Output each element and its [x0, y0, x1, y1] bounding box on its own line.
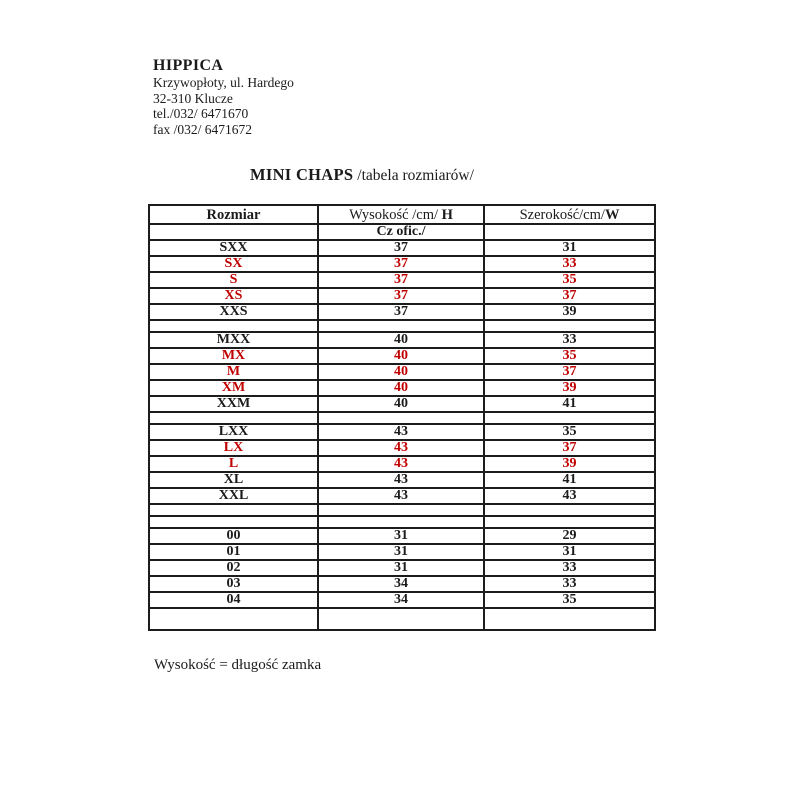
empty-cell [484, 412, 655, 424]
table-row [149, 456, 655, 472]
width-cell: 37 [484, 364, 655, 380]
size-cell: XL [149, 472, 318, 488]
height-cell: 37 [318, 240, 484, 256]
size-cell: XM [149, 380, 318, 396]
width-cell: 35 [484, 348, 655, 364]
header-cell-szerokosc [484, 205, 655, 224]
empty-cell [149, 504, 318, 516]
empty-cell [318, 504, 484, 516]
size-cell: SXX [149, 240, 318, 256]
size-cell: S [149, 272, 318, 288]
table-row [149, 348, 655, 364]
height-cell: 43 [318, 440, 484, 456]
width-cell: 31 [484, 240, 655, 256]
table-subheader-row [149, 224, 655, 240]
empty-cell [484, 320, 655, 332]
width-cell: 33 [484, 576, 655, 592]
table-row [149, 332, 655, 348]
company-phone: tel./032/ 6471670 [153, 106, 249, 121]
empty-cell [149, 608, 318, 630]
width-cell: 37 [484, 440, 655, 456]
document-title-suffix: /tabela rozmiarów/ [353, 167, 474, 184]
company-address-city: 32-310 Klucze [153, 90, 233, 106]
size-table [148, 204, 656, 631]
document-title [250, 165, 474, 185]
table-row [149, 544, 655, 560]
size-cell: 01 [149, 544, 318, 560]
width-cell: 41 [484, 396, 655, 412]
empty-cell [484, 504, 655, 516]
footnote: Wysokość = długość zamka [154, 657, 322, 673]
table-header-row [149, 205, 655, 224]
subheader-empty-cell [149, 224, 318, 240]
width-cell: 41 [484, 472, 655, 488]
subheader-empty-cell [484, 224, 655, 240]
spacer-row [149, 320, 655, 332]
height-cell: 43 [318, 424, 484, 440]
table-row [149, 396, 655, 412]
height-cell: 40 [318, 364, 484, 380]
height-cell: 40 [318, 332, 484, 348]
empty-cell [318, 320, 484, 332]
empty-cell [149, 516, 318, 528]
header-wysokosc-symbol: H [441, 206, 453, 223]
width-cell: 33 [484, 560, 655, 576]
height-cell: 37 [318, 288, 484, 304]
table-row [149, 304, 655, 320]
document-title-main: MINI CHAPS [250, 165, 354, 184]
height-cell: 31 [318, 528, 484, 544]
table-row [149, 488, 655, 504]
table-row [149, 256, 655, 272]
width-cell: 29 [484, 528, 655, 544]
height-cell: 37 [318, 304, 484, 320]
company-header [153, 56, 294, 137]
size-cell: M [149, 364, 318, 380]
empty-cell [318, 412, 484, 424]
width-cell: 31 [484, 544, 655, 560]
size-cell: LX [149, 440, 318, 456]
height-cell: 43 [318, 488, 484, 504]
height-cell: 40 [318, 396, 484, 412]
size-cell: 03 [149, 576, 318, 592]
table-row [149, 472, 655, 488]
subheader-cz-ofic-cell: Cz ofic./ [318, 224, 484, 240]
empty-cell [149, 412, 318, 424]
company-fax: fax /032/ 6471672 [153, 121, 252, 137]
size-cell: MXX [149, 332, 318, 348]
table-row [149, 576, 655, 592]
width-cell: 39 [484, 380, 655, 396]
spacer-row [149, 504, 655, 516]
size-cell: XXM [149, 396, 318, 412]
table-row [149, 380, 655, 396]
size-cell: 02 [149, 560, 318, 576]
width-cell: 35 [484, 592, 655, 608]
empty-cell [484, 516, 655, 528]
spacer-row [149, 516, 655, 528]
size-cell: XS [149, 288, 318, 304]
spacer-row-tall [149, 608, 655, 630]
height-cell: 34 [318, 576, 484, 592]
height-cell: 43 [318, 472, 484, 488]
empty-cell [484, 608, 655, 630]
empty-cell [318, 516, 484, 528]
table-row [149, 528, 655, 544]
width-cell: 35 [484, 424, 655, 440]
width-cell: 33 [484, 332, 655, 348]
header-cell-rozmiar: Rozmiar [149, 205, 318, 224]
width-cell: 39 [484, 304, 655, 320]
height-cell: 31 [318, 560, 484, 576]
size-cell: LXX [149, 424, 318, 440]
size-cell: L [149, 456, 318, 472]
height-cell: 40 [318, 380, 484, 396]
table-row [149, 592, 655, 608]
table-row [149, 288, 655, 304]
size-cell: 04 [149, 592, 318, 608]
height-cell: 31 [318, 544, 484, 560]
company-name: HIPPICA [153, 57, 224, 74]
width-cell: 33 [484, 256, 655, 272]
table-row [149, 364, 655, 380]
header-wysokosc-label: Wysokość /cm/ [349, 206, 442, 223]
table-row [149, 424, 655, 440]
height-cell: 34 [318, 592, 484, 608]
company-address-street: Krzywopłoty, ul. Hardego [153, 75, 294, 90]
size-table-body [149, 240, 655, 630]
table-row [149, 560, 655, 576]
table-row [149, 440, 655, 456]
spacer-row [149, 412, 655, 424]
header-szerokosc-label: Szerokość/cm/ [519, 206, 605, 223]
width-cell: 35 [484, 272, 655, 288]
width-cell: 37 [484, 288, 655, 304]
height-cell: 40 [318, 348, 484, 364]
size-cell: XXL [149, 488, 318, 504]
empty-cell [149, 320, 318, 332]
empty-cell [318, 608, 484, 630]
height-cell: 43 [318, 456, 484, 472]
header-cell-wysokosc [318, 205, 484, 224]
size-cell: MX [149, 348, 318, 364]
size-cell: 00 [149, 528, 318, 544]
size-cell: XXS [149, 304, 318, 320]
height-cell: 37 [318, 256, 484, 272]
size-cell: SX [149, 256, 318, 272]
header-szerokosc-symbol: W [604, 206, 620, 223]
width-cell: 39 [484, 456, 655, 472]
table-row [149, 240, 655, 256]
width-cell: 43 [484, 488, 655, 504]
table-row [149, 272, 655, 288]
height-cell: 37 [318, 272, 484, 288]
